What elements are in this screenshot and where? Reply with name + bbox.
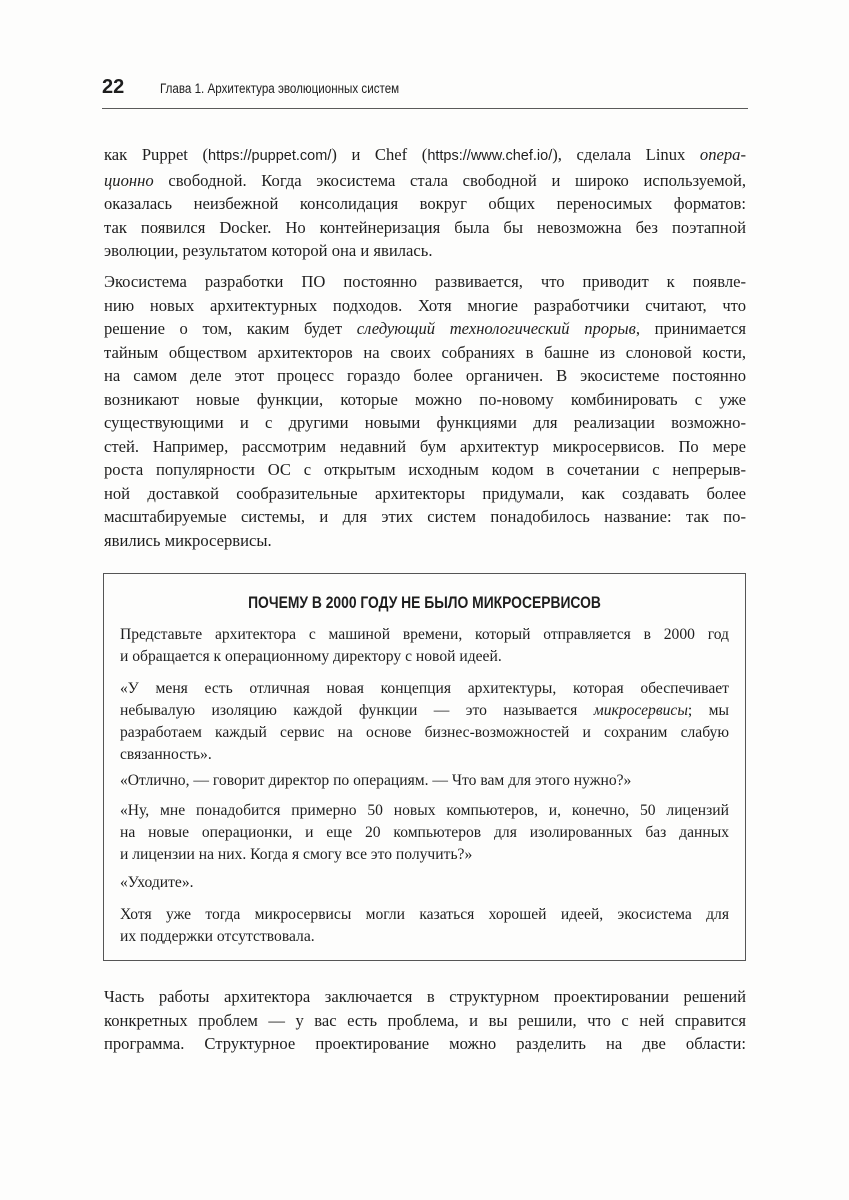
sidebar-paragraph	[120, 624, 729, 668]
text-line: «Ну, мне понадобится примерно 50 новых компьютеров, и, конечно, 50 лицензий	[120, 802, 729, 819]
running-title: Глава 1. Архитектура эволюционных систем	[160, 81, 400, 96]
text-line: Часть работы архитектора заключается в структурном проектировании решений	[104, 987, 746, 1006]
text-line: решение о том, каким будет следующий технологический прорыв, принимается	[104, 319, 747, 338]
text-line: небывалую изоляцию каждой функции — это называется микросервисы; мы	[120, 702, 730, 719]
text-line: и лицензии на них. Когда я смогу все это получить?»	[120, 846, 473, 863]
text-line: оказалась неизбежной консолидация вокруг общих переносимых форматов:	[104, 194, 746, 213]
text-line: Представьте архитектора с машиной времени, который отправляется в 2000 год	[120, 626, 729, 643]
text-line: явились микросервисы.	[104, 530, 272, 550]
text-line: «Уходите».	[120, 874, 194, 891]
text-line: Хотя уже тогда микросервисы могли казаться хорошей идеей, экосистема для	[120, 906, 729, 923]
text-line: ционно свободной. Когда экосистема стала свободной и широко используемой,	[104, 170, 746, 190]
text-line: эволюции, результатом которой она и явилась.	[104, 241, 433, 260]
text-line: конкретных проблем — у вас есть проблема, и вы решили, что с ней справится	[104, 1010, 746, 1030]
text-line: масштабируемые системы, и для этих систем понадобилось название: так по-	[104, 507, 746, 526]
paragraph-2	[104, 270, 746, 552]
page-header	[102, 72, 748, 109]
text-line: их поддержки отсутствовала.	[120, 928, 315, 945]
sidebar-paragraph	[120, 770, 729, 792]
text-line: на новые операционки, и еще 20 компьютеров для изолированных баз данных	[120, 824, 729, 841]
text-line: существующими и с другими новыми функциями для реализации возможно-	[104, 413, 746, 432]
text-line: возникают новые функции, которые можно по-новому комбинировать с уже	[104, 389, 746, 409]
text-line: тайным обществом архитекторов на своих собраниях в башне из слоновой кости,	[104, 342, 746, 362]
text-line: стей. Например, рассмотрим недавний бум архитектур микросервисов. По мере	[104, 436, 746, 456]
text-line: связанность».	[120, 746, 212, 763]
text-line: как Puppet (https://puppet.com/) и Chef (https://www.chef.io/), сделала Linux опера-	[104, 145, 747, 164]
text-line: разработаем каждый сервис на основе бизнес-возможностей и сохраним слабую	[120, 724, 729, 741]
text-line: так появился Docker. Но контейнеризация была бы невозможна без поэтапной	[104, 217, 746, 237]
text-line: «Отлично, — говорит директор по операциям. — Что вам для этого нужно?»	[120, 772, 632, 789]
text-line: программа. Структурное проектирование можно разделить на две области:	[104, 1034, 746, 1053]
text-line: ной доставкой сообразительные архитекторы придумали, как создавать более	[104, 483, 746, 503]
sidebar-paragraph	[120, 872, 729, 894]
text-line: Экосистема разработки ПО постоянно развивается, что приводит к появле-	[104, 272, 746, 291]
sidebar-title: ПОЧЕМУ В 2000 ГОДУ НЕ БЫЛО МИКРОСЕРВИСОВ	[248, 594, 601, 612]
text-line: на самом деле этот процесс гораздо более органичен. В экосистеме постоянно	[104, 366, 746, 385]
sidebar-paragraph	[120, 800, 729, 866]
paragraph-1	[104, 143, 746, 263]
sidebar-box	[103, 573, 746, 961]
sidebar-paragraph	[120, 678, 729, 766]
link-puppet[interactable]: https://puppet.com/	[208, 148, 332, 164]
sidebar-paragraph	[120, 904, 729, 948]
text-line: нию новых архитектурных подходов. Хотя многие разработчики считают, что	[104, 295, 746, 315]
link-chef[interactable]: https://www.chef.io/	[427, 148, 553, 164]
text-line: «У меня есть отличная новая концепция архитектуры, которая обеспечивает	[120, 680, 729, 697]
paragraph-3	[104, 985, 746, 1056]
page-number: 22	[102, 76, 125, 98]
text-line: роста популярности ОС с открытым исходным кодом в сочетании с непрерыв-	[104, 460, 746, 479]
text-line: и обращается к операционному директору с новой идеей.	[120, 648, 502, 665]
